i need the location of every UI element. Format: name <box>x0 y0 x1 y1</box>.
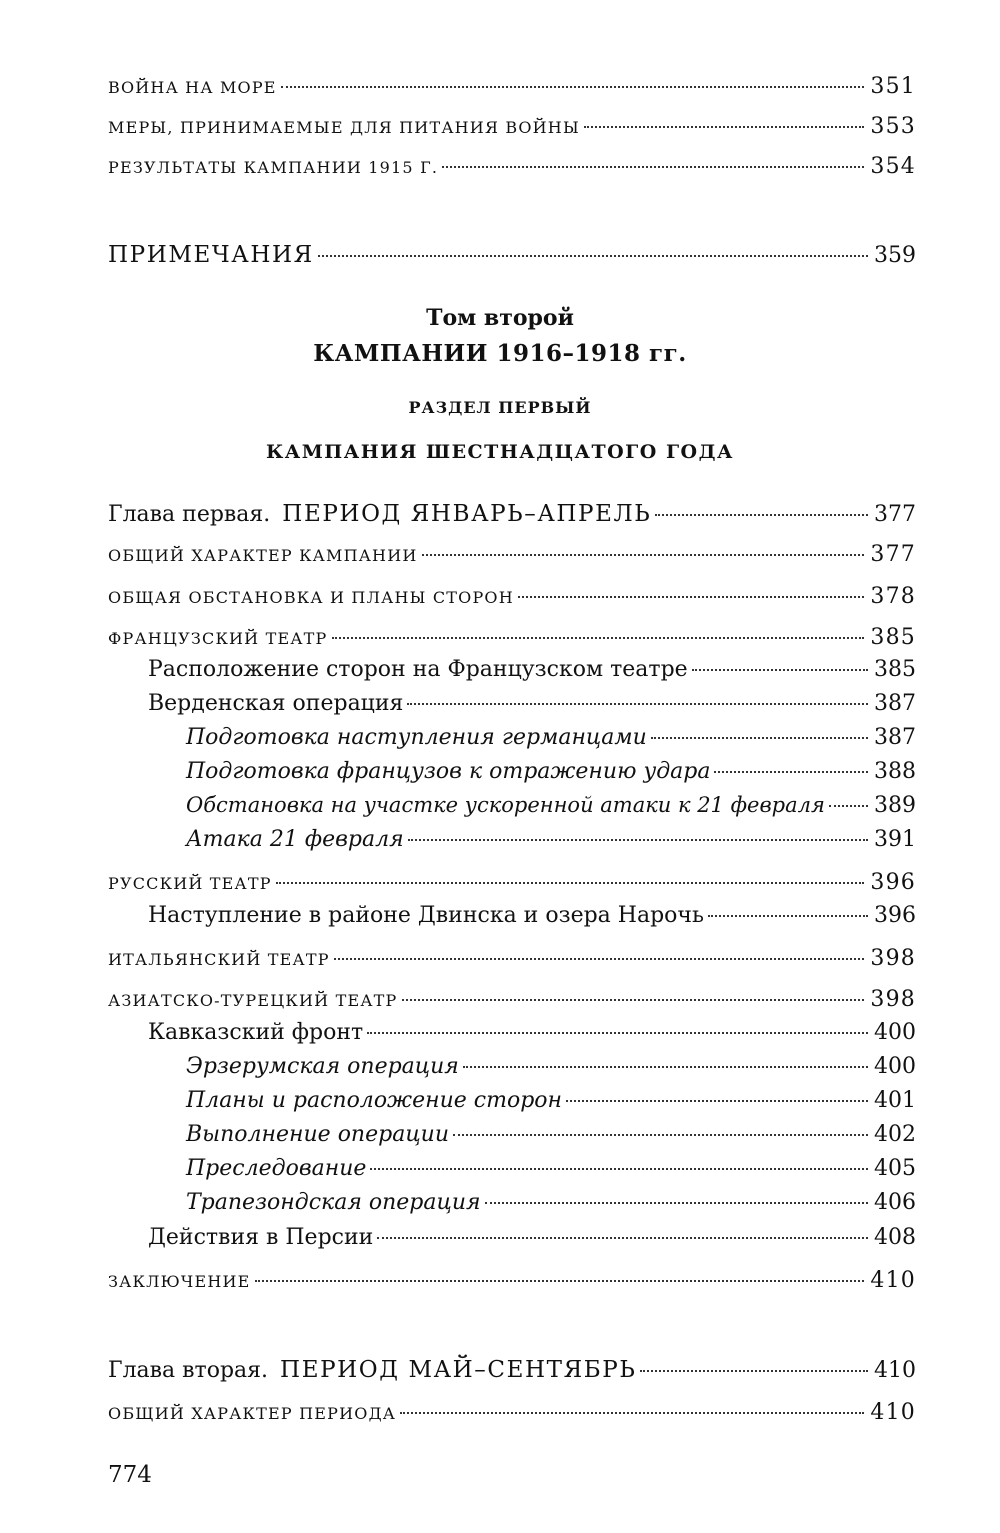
dot-leader <box>442 166 864 168</box>
toc-entry-page: 396 <box>870 870 916 895</box>
toc-entry-label: Выполнение операции <box>186 1122 450 1147</box>
section-title: КАМПАНИЯ ШЕСТНАДЦАТОГО ГОДА <box>266 441 734 463</box>
dot-leader <box>407 703 868 705</box>
toc-entry-label: РУССКИЙ ТЕАТР <box>108 874 272 893</box>
toc-entry-page: 405 <box>874 1156 916 1181</box>
toc-entry-label: Обстановка на участке ускоренной атаки к 21 февраля <box>186 793 825 817</box>
toc-entry-page: 406 <box>874 1190 916 1215</box>
dot-leader <box>332 637 865 639</box>
toc-entry-label: Планы и расположение сторон <box>186 1088 563 1113</box>
toc-subsubentry <box>186 1190 916 1215</box>
toc-entry-page: 408 <box>874 1225 916 1250</box>
chapter-prefix: Глава первая. <box>108 502 271 527</box>
dot-leader <box>422 554 865 556</box>
toc-entry-label: Действия в Персии <box>148 1225 374 1250</box>
toc-entry-page: 400 <box>874 1020 916 1045</box>
dot-leader <box>318 255 868 257</box>
toc-subsubentry <box>186 1156 916 1181</box>
toc-entry-label: Преследование <box>186 1156 367 1181</box>
toc-entry-label: ОБЩИЙ ХАРАКТЕР ПЕРИОДА <box>108 1404 397 1423</box>
page-number: 774 <box>108 1462 152 1488</box>
dot-leader <box>276 882 865 884</box>
volume-subtitle: КАМПАНИИ 1916–1918 гг. <box>313 340 687 367</box>
toc-entry-page: 378 <box>870 584 916 609</box>
toc-entry <box>108 74 916 99</box>
dot-leader <box>485 1202 868 1204</box>
toc-entry-label: Кавказский фронт <box>148 1020 364 1045</box>
dot-leader <box>400 1412 864 1414</box>
toc-entry <box>108 946 916 971</box>
toc-entry <box>108 625 916 650</box>
toc-subsubentry <box>186 827 916 852</box>
toc-entry-page: 385 <box>870 625 916 650</box>
toc-entry-label: РЕЗУЛЬТАТЫ КАМПАНИИ 1915 Г. <box>108 158 439 177</box>
chapter-entry <box>108 501 916 527</box>
toc-entry-label: Эрзерумская операция <box>186 1054 459 1079</box>
chapter-title: ПЕРИОД МАЙ–СЕНТЯБРЬ <box>280 1357 637 1383</box>
toc-entry-label: АЗИАТСКО-ТУРЕЦКИЙ ТЕАТР <box>108 991 398 1010</box>
toc-entry-label: ВОЙНА НА МОРЕ <box>108 78 277 97</box>
dot-leader <box>367 1032 868 1034</box>
dot-leader <box>255 1280 865 1282</box>
toc-entry-page: 396 <box>874 903 916 928</box>
toc-subsubentry <box>186 793 916 818</box>
toc-entry-label: Наступление в районе Двинска и озера Нарочь <box>148 903 704 928</box>
dot-leader <box>584 126 865 128</box>
toc-subsubentry <box>186 1088 916 1113</box>
toc-entry-page: 402 <box>874 1122 916 1147</box>
toc-entry-page: 398 <box>870 946 916 971</box>
toc-entry-page: 391 <box>874 827 916 852</box>
dot-leader <box>402 999 865 1001</box>
toc-entry-label: Подготовка французов к отражению удара <box>186 759 711 784</box>
toc-subentry <box>148 1225 916 1250</box>
toc-entry <box>108 542 916 567</box>
chapter-title: ПЕРИОД ЯНВАРЬ–АПРЕЛЬ <box>282 501 652 527</box>
volume-title: Том второй <box>426 305 574 331</box>
toc-entry <box>108 154 916 179</box>
toc-entry-page: 401 <box>874 1088 916 1113</box>
toc-entry <box>108 1268 916 1293</box>
toc-entry-page: 410 <box>870 1400 916 1425</box>
toc-entry-label: Расположение сторон на Французском театре <box>148 657 688 682</box>
toc-entry-page: 389 <box>874 793 916 818</box>
toc-entry-label: Трапезондская операция <box>186 1190 481 1215</box>
toc-entry-page: 398 <box>870 987 916 1012</box>
toc-entry-label: МЕРЫ, ПРИНИМАЕМЫЕ ДЛЯ ПИТАНИЯ ВОЙНЫ <box>108 118 580 137</box>
toc-entry-label: Подготовка наступления германцами <box>186 725 647 750</box>
toc-entry <box>108 1400 916 1425</box>
dot-leader <box>370 1168 868 1170</box>
toc-subsubentry <box>186 759 916 784</box>
toc-entry <box>108 987 916 1012</box>
toc-entry-label: ПРИМЕЧАНИЯ <box>108 242 314 268</box>
toc-entry-page: 385 <box>874 657 916 682</box>
dot-leader <box>408 839 868 841</box>
toc-entry-label: ЗАКЛЮЧЕНИЕ <box>108 1272 251 1291</box>
toc-entry-label: ФРАНЦУЗСКИЙ ТЕАТР <box>108 629 328 648</box>
toc-entry-page: 359 <box>874 243 916 268</box>
dot-leader <box>708 915 868 917</box>
chapter-entry <box>108 1357 916 1383</box>
toc-entry <box>108 870 916 895</box>
dot-leader <box>640 1370 868 1372</box>
dot-leader <box>453 1134 868 1136</box>
toc-entry-page: 400 <box>874 1054 916 1079</box>
toc-entry-page: 410 <box>870 1268 916 1293</box>
dot-leader <box>714 771 868 773</box>
toc-notes-entry <box>108 242 916 268</box>
toc-entry-page: 387 <box>874 725 916 750</box>
dot-leader <box>281 86 865 88</box>
toc-entry-label: Верденская операция <box>148 691 404 716</box>
toc-entry-page: 387 <box>874 691 916 716</box>
dot-leader <box>463 1066 868 1068</box>
toc-entry-page: 351 <box>870 74 916 99</box>
toc-subsubentry <box>186 1054 916 1079</box>
toc-entry <box>108 584 916 609</box>
toc-entry-page: 353 <box>870 114 916 139</box>
toc-entry <box>108 114 916 139</box>
section-label: РАЗДЕЛ ПЕРВЫЙ <box>408 398 592 417</box>
toc-entry-page: 410 <box>874 1358 916 1383</box>
toc-entry-label: Атака 21 февраля <box>186 827 404 852</box>
toc-entry-label: ОБЩИЙ ХАРАКТЕР КАМПАНИИ <box>108 546 418 565</box>
chapter-prefix: Глава вторая. <box>108 1358 269 1383</box>
toc-subentry <box>148 657 916 682</box>
toc-entry-label: ИТАЛЬЯНСКИЙ ТЕАТР <box>108 950 330 969</box>
toc-entry-page: 388 <box>874 759 916 784</box>
toc-subentry <box>148 691 916 716</box>
toc-subentry <box>148 1020 916 1045</box>
toc-subentry <box>148 903 916 928</box>
dot-leader <box>651 737 868 739</box>
toc-subsubentry <box>186 1122 916 1147</box>
toc-entry-page: 354 <box>870 154 916 179</box>
dot-leader <box>692 669 868 671</box>
dot-leader <box>655 514 868 516</box>
toc-entry-label: ОБЩАЯ ОБСТАНОВКА И ПЛАНЫ СТОРОН <box>108 588 514 607</box>
toc-entry-page: 377 <box>874 502 916 527</box>
dot-leader <box>334 958 865 960</box>
toc-entry-page: 377 <box>870 542 916 567</box>
dot-leader <box>829 805 868 807</box>
dot-leader <box>518 596 865 598</box>
toc-subsubentry <box>186 725 916 750</box>
dot-leader <box>566 1100 868 1102</box>
dot-leader <box>377 1237 868 1239</box>
